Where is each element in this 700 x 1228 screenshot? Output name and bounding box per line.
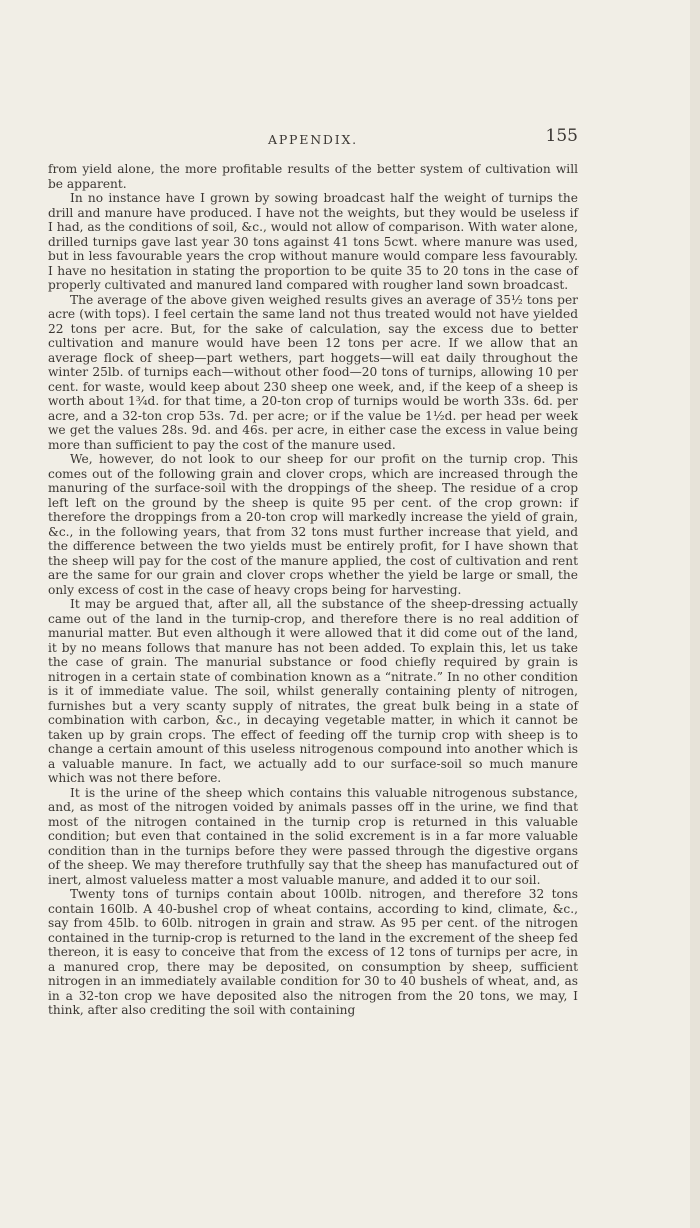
page-header [48,126,578,150]
paragraph-manurial-matter: It may be argued that, after all, all the substance of the sheep-dressing actually came out of the land in the turnip-crop, and therefore there is no real addition of manurial matter. But even although it were allowed that it did come out of the land, it by no means follows that manure has not been added. To explain this, let us take the case of grain. The manurial substance or food chiefly required by grain is nitrogen in a certain state of combination known as a “nitrate.” In no other condition is it of immediate value. The soil, whilst generally containing plenty of nitrogen, furnishes but a very scanty supply of nitrates, the great bulk being in a state of combination with carbon, &c., in decaying vegetable matter, in which it cannot be taken up by grain crops. The effect of feeding off the turnip crop with sheep is to change a certain amount of this useless nitrogenous compound into another which is a valuable manure. In fact, we actually add to our surface-soil so much manure which was not there before. [48,597,578,785]
paragraph-continued: from yield alone, the more profitable results of the better system of cultivation will be apparent. [48,162,578,191]
running-title: APPENDIX. [268,132,358,147]
paragraph-average-yield: The average of the above given weighed results gives an average of 35½ tons per acre (with tops). I feel certain the same land not thus treated would not have yielded 22 tons per acre. But, for the sake of calculation, say the excess due to better cultivation and manure would have been 12 tons per acre. If we allow that an average flock of sheep—part wethers, part hoggets—will eat daily throughout the winter 25lb. of turnips each—without other food—20 tons of turnips, allowing 10 per cent. for waste, would keep about 230 sheep one week, and, if the keep of a sheep is worth about 1¾d. for that time, a 20-ton crop of turnips would be worth 33s. 6d. per acre, and a 32-ton crop 53s. 7d. per acre; or if the value be 1½d. per head per week we get the values 28s. 9d. and 46s. per acre, in either case the excess in value being more than sufficient to pay the cost of the manure used. [48,292,578,452]
paragraph-sheep-urine: It is the urine of the sheep which contains this valuable nitrogenous substance, and, as most of the nitrogen voided by animals passes off in the urine, we find that most of the nitrogen contained in the turnip crop is returned in this valuable condition; but even that contained in the solid excrement is in a far more valuable condition than in the turnips before they were passed through the digestive organs of the sheep. We may therefore truthfully say that the sheep has manufactured out of inert, almost valueless matter a most valuable manure, and added it to our soil. [48,785,578,887]
paragraph-profit-source: We, however, do not look to our sheep for our profit on the turnip crop. This comes out of the following grain and clover crops, which are increased through the manuring of the surface-soil with the droppings of the sheep. The residue of a crop left left on the ground by the sheep is quite 95 per cent. of the crop grown: if therefore the droppings from a 20-ton crop will markedly increase the yield of grain, &c., in the following years, that from 32 tons must further increase that yield, and the difference between the two yields must be entirely profit, for I have shown that the sheep will pay for the cost of the manure applied, the cost of cultivation and rent are the same for our grain and clover crops whether the yield be large or small, the only excess of cost in the case of heavy crops being for harvesting. [48,452,578,597]
paragraph-broadcast-sowing: In no instance have I grown by sowing broadcast half the weight of turnips the drill and manure have produced. I have not the weights, but they would be useless if I had, as the conditions of soil, &c., would not allow of comparison. With water alone, drilled turnips gave last year 30 tons against 41 tons 5cwt. where manure was used, but in less favourable years the crop without manure would compare less favourably. I have no hesitation in stating the proportion to be quite 35 to 20 tons in the case of properly cultivated and manured land compared with rougher land sown broadcast. [48,191,578,292]
body-text [48,162,578,1018]
page-edge [690,0,700,1228]
page-number: 155 [545,126,578,146]
paragraph-nitrogen-content: Twenty tons of turnips contain about 100lb. nitrogen, and therefore 32 tons contain 160lb. A 40-bushel crop of wheat contains, according to kind, climate, &c., say from 45lb. to 60lb. nitrogen in grain and straw. As 95 per cent. of the nitrogen contained in the turnip-crop is returned to the land in the excrement of the sheep fed thereon, it is easy to conceive that from the excess of 12 tons of turnips per acre, in a manured crop, there may be deposited, on consumption by sheep, sufficient nitrogen in an immediately available condition for 30 to 40 bushels of wheat, and, as in a 32-ton crop we have deposited also the nitrogen from the 20 tons, we may, I think, after also crediting the soil with containing [48,887,578,1017]
